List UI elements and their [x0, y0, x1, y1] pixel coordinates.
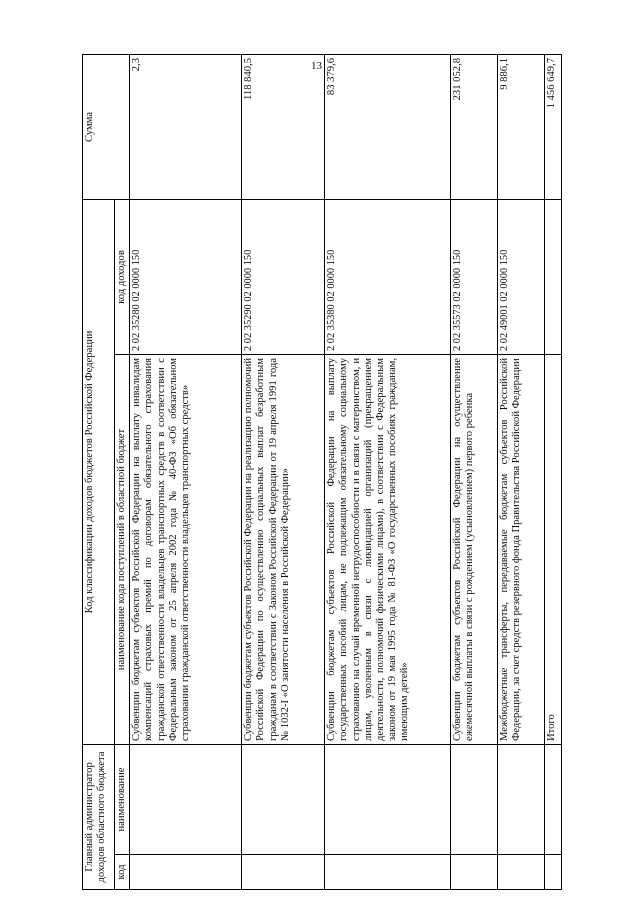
income-name-cell: Субвенции бюджетам субъектов Российской Федерации на выплату государственных пособий лицам, не подлежащим обязательному социальному страхованию на случай временной нетрудоспособности и в связи с материнством, и лицам, уволенным в связи с ликвидацией организаций (прекращением деятельности, полномочий физическими лицами), в соответствии с Федеральным законом от 19 мая 1995 года № 81-ФЗ «О государственных пособиях гражданам, имеющим детей» — [325, 355, 451, 745]
admin-name-cell — [242, 745, 325, 855]
admin-code-cell — [450, 855, 497, 890]
sum-cell: 83 379,6 — [325, 54, 451, 199]
income-code-cell: 2 02 35573 02 0000 150 — [450, 199, 497, 354]
sum-cell: 9 886,1 — [497, 54, 544, 199]
income-classification-table — [82, 54, 562, 890]
income-code-cell: 2 02 35280 02 0000 150 — [130, 199, 242, 354]
income-code-cell: 2 02 49001 02 0000 150 — [497, 199, 544, 354]
total-label: Итого — [544, 355, 561, 745]
admin-name-cell — [325, 745, 451, 855]
total-row — [544, 54, 561, 889]
header-admin-name: наименование — [115, 745, 130, 855]
total-sum: 1 456 649,7 — [544, 54, 561, 199]
table-row — [497, 54, 544, 889]
admin-code-cell — [130, 855, 242, 890]
admin-name-cell — [130, 745, 242, 855]
table-row — [450, 54, 497, 889]
table-row — [130, 54, 242, 889]
income-name-cell: Субвенции бюджетам субъектов Российской Федерации на реализацию полномочий Российской Федерации по осуществлению социальных выплат безработным гражданам в соответствии с Законом Российской Федерации от 19 апреля 1991 года № 1032-I «О занятости населения в Российской Федерации» — [242, 355, 325, 745]
page-number: 13 — [311, 60, 322, 72]
header-classification-group: Код классификации доходов бюджетов Российской Федерации — [83, 199, 115, 744]
income-code-cell — [544, 199, 561, 354]
header-admin-group: Главный администратор доходов областного бюджета — [83, 745, 115, 890]
admin-name-cell — [544, 745, 561, 855]
rotated-table-container — [82, 55, 562, 890]
admin-code-cell — [544, 855, 561, 890]
income-code-cell: 2 02 35380 02 0000 150 — [325, 199, 451, 354]
header-admin-code: код — [115, 855, 130, 890]
income-name-cell: Межбюджетные трансферты, передаваемые бюджетам субъектов Российской Федерации, за счет средств резервного фонда Правительства Российской Федерации — [497, 355, 544, 745]
sum-cell: 118 840,5 — [242, 54, 325, 199]
admin-name-cell — [450, 745, 497, 855]
header-income-name: наименование кода поступлений в областной бюджет — [115, 355, 130, 745]
sum-cell: 2,3 — [130, 54, 242, 199]
header-sum: Сумма — [83, 54, 130, 199]
admin-name-cell — [497, 745, 544, 855]
table-row — [325, 54, 451, 889]
table-row — [242, 54, 325, 889]
admin-code-cell — [325, 855, 451, 890]
income-code-cell: 2 02 35290 02 0000 150 — [242, 199, 325, 354]
admin-code-cell — [242, 855, 325, 890]
admin-code-cell — [497, 855, 544, 890]
income-name-cell: Субвенции бюджетам субъектов Российской Федерации на выплату инвалидам компенсаций страховых премий по договорам обязательного страхования гражданской ответственности владельцев транспортных средств в соответствии с Федеральным законом от 25 апреля 2002 года № 40-ФЗ «Об обязательном страховании гражданской ответственности владельцев транспортных средств» — [130, 355, 242, 745]
sum-cell: 231 052,8 — [450, 54, 497, 199]
header-income-code: код доходов — [115, 199, 130, 354]
income-name-cell: Субвенции бюджетам субъектов Российской Федерации на осуществление ежемесячной выплаты в связи с рождением (усыновлением) первого ребенка — [450, 355, 497, 745]
